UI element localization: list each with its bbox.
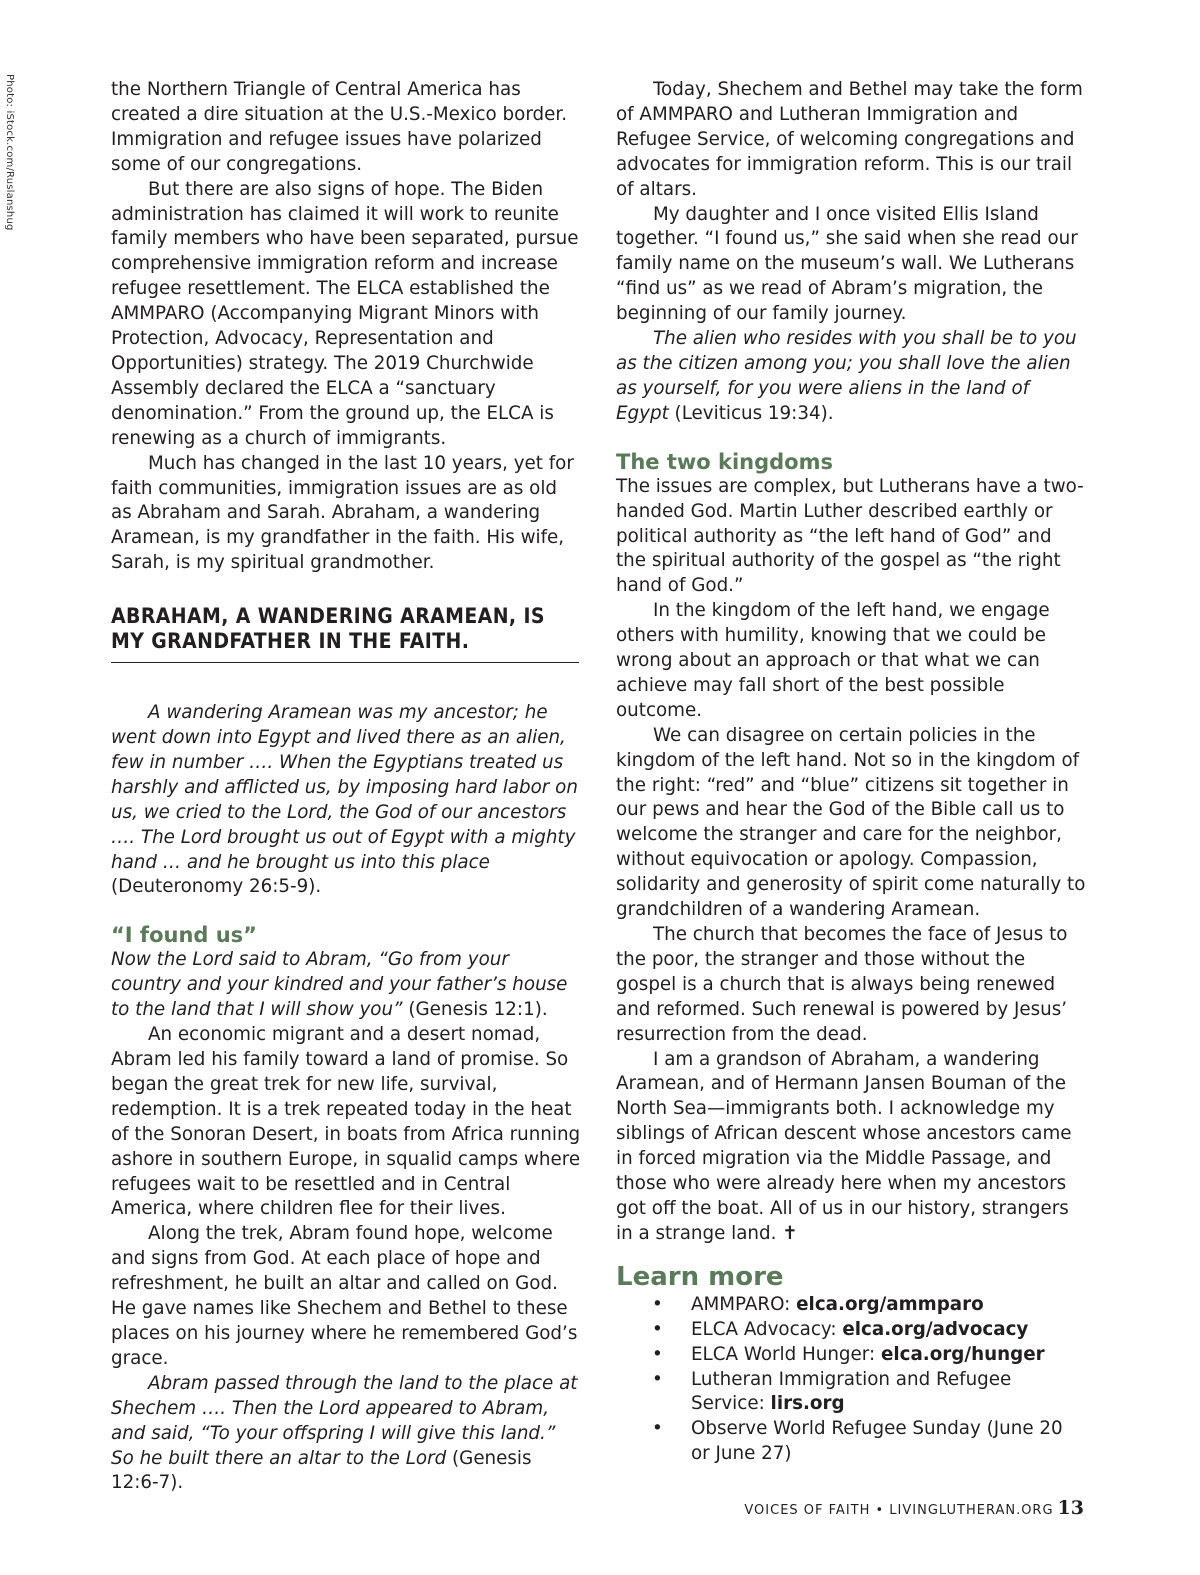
photo-credit: Photo: iStock.com/Ruslanshug [4, 74, 15, 231]
resource-link[interactable]: elca.org/ammparo [796, 1293, 984, 1315]
list-item [616, 1343, 1086, 1368]
learn-more-heading: Learn more [616, 1261, 784, 1292]
bullet-icon: • [652, 1368, 663, 1390]
footer-section: VOICES OF FAITH • LIVINGLUTHERAN.ORG [744, 1503, 1054, 1518]
resource-label: Lutheran Immigration and Refugee Service: [691, 1368, 1012, 1415]
scripture-text: Now the Lord said to Abram, “Go from your country and your kindred and your father’s house to the land that I will show you” [111, 949, 568, 1021]
section-heading: “I found us” [111, 923, 257, 948]
scripture-quote [111, 701, 581, 900]
bullet-icon: • [652, 1293, 663, 1315]
right-column [616, 78, 1086, 1467]
scripture-text: Abram passed through the land to the place at Shechem …. Then the Lord appeared to Abram, and said, “To your offspring I will give this land.” So he built there an altar to the Lord [111, 1372, 578, 1469]
resource-label: ELCA Advocacy: [691, 1318, 843, 1340]
list-item [616, 1293, 1086, 1318]
scripture-quote [616, 327, 1086, 427]
bullet-icon: • [652, 1343, 663, 1365]
scripture-reference: (Genesis 12:1). [402, 999, 548, 1021]
learn-more-list [616, 1293, 1086, 1467]
page-number: 13 [1057, 1497, 1084, 1519]
resource-link[interactable]: elca.org/hunger [880, 1343, 1045, 1365]
body-paragraph: An economic migrant and a desert nomad, Abram led his family toward a land of promise. So began the great trek for new life, survival, redemption. It is a trek repeated today in the heat of the Sonoran Desert, in boats from Africa running ashore in southern Europe, in squalid camps where refugees wait to be resettled and in Central America, where children flee for their lives. [111, 1024, 581, 1220]
resource-link[interactable]: elca.org/advocacy [842, 1318, 1029, 1340]
body-paragraph: Along the trek, Abram found hope, welcome and signs from God. At each place of hope and refreshment, he built an altar and called on God. He gave names like Shechem and Bethel to these places on his journey where he remembered God’s grace. [111, 1223, 578, 1369]
body-paragraph: Much has changed in the last 10 years, yet for faith communities, immigration issues are as old as Abraham and Sarah. Abraham, a wandering Aramean, is my grandfather in the faith. His wife, Sarah, is my spiritual grandmother. [111, 452, 574, 574]
scripture-quote [111, 948, 581, 1023]
scripture-reference: (Deuteronomy 26:5-9). [111, 876, 322, 898]
bullet-icon: • [652, 1418, 663, 1440]
body-paragraph: My daughter and I once visited Ellis Island together. “I found us,” she said when she read our family name on the museum’s wall. We Lutherans “find us” as we read of Abram’s migration, the beginning of our family journey. [616, 203, 1078, 325]
body-paragraph: The church that becomes the face of Jesus to the poor, the stranger and those without the gospel is a church that is always being renewed and reformed. Such renewal is powered by Jesus’ resurrection from the dead. [616, 924, 1068, 1045]
body-paragraph: the Northern Triangle of Central America has created a dire situation at the U.S.-Mexico border. Immigration and refugee issues have polarized some of our congregations. [111, 79, 568, 175]
body-paragraph: I am a grandson of Abraham, a wandering Aramean, and of Hermann Jansen Bouman of the North Sea—immigrants both. I acknowledge my siblings of African descent whose ancestors came in forced migration via the Middle Passage, and those who were already here when my ancestors got off the boat. All of us in our history, strangers in a strange land. ✝ [616, 1048, 1072, 1244]
resource-link[interactable]: lirs.org [770, 1393, 845, 1415]
resource-label: Observe World Refugee Sunday (June 20 or June 27) [691, 1418, 1063, 1465]
page-footer [744, 1497, 1084, 1519]
bullet-icon: • [652, 1318, 663, 1340]
scripture-reference: (Genesis 12:6-7). [111, 1447, 532, 1494]
list-item [616, 1318, 1086, 1343]
body-paragraph: The issues are complex, but Lutherans have a two-handed God. Martin Luther described earthly or political authority as “the left hand of God” and the spiritual authority of the gospel as “the right hand of God.” [616, 475, 1084, 597]
body-paragraph: In the kingdom of the left hand, we engage others with humility, knowing that we could be wrong about an approach or that what we can achieve may fall short of the best possible outcome. [616, 600, 1050, 721]
section-heading: The two kingdoms [616, 449, 833, 474]
pull-quote: ABRAHAM, A WANDERING ARAMEAN, IS MY GRANDFATHER IN THE FAITH. [111, 604, 579, 663]
body-paragraph: Today, Shechem and Bethel may take the form of AMMPARO and Lutheran Immigration and Refugee Service, of welcoming congregations and advocates for immigration reform. This is our trail of altars. [616, 79, 1083, 200]
list-item [616, 1368, 1086, 1418]
body-paragraph: But there are also signs of hope. The Biden administration has claimed it will work to reunite family members who have been separated, pursue comprehensive immigration reform and increase refugee resettlement. The ELCA established the AMMPARO (Accompanying Migrant Minors with Protection, Advocacy, Representation and Opportunities) strategy. The 2019 Churchwide Assembly declared the ELCA a “sanctuary denomination.” From the ground up, the ELCA is renewing as a church of immigrants. [111, 178, 579, 449]
list-item [616, 1417, 1086, 1467]
resource-label: AMMPARO: [691, 1293, 797, 1315]
left-column [111, 78, 581, 1496]
scripture-text: A wandering Aramean was my ancestor; he went down into Egypt and lived there as an alien, few in number …. When the Egyptians treated us harshly and afflicted us, by imposing hard labor on us, we cried to the Lord, the God of our ancestors …. The Lord brought us out of Egypt with a mighty hand … and he brought us into this place [111, 702, 578, 873]
scripture-reference: (Leviticus 19:34). [668, 402, 834, 424]
scripture-text: The alien who resides with you shall be to you as the citizen among you; you shall love the alien as yourself, for you were aliens in the land of Egypt [616, 328, 1077, 424]
resource-label: ELCA World Hunger: [691, 1343, 881, 1365]
scripture-quote [111, 1372, 581, 1497]
body-paragraph: We can disagree on certain policies in the kingdom of the left hand. Not so in the kingdom of the right: “red” and “blue” citizens sit together in our pews and hear the God of the Bible call us to welcome the stranger and care for the neighbor, without equivocation or apology. Compassion, solidarity and generosity of spirit come naturally to grandchildren of a wandering Aramean. [616, 724, 1086, 921]
